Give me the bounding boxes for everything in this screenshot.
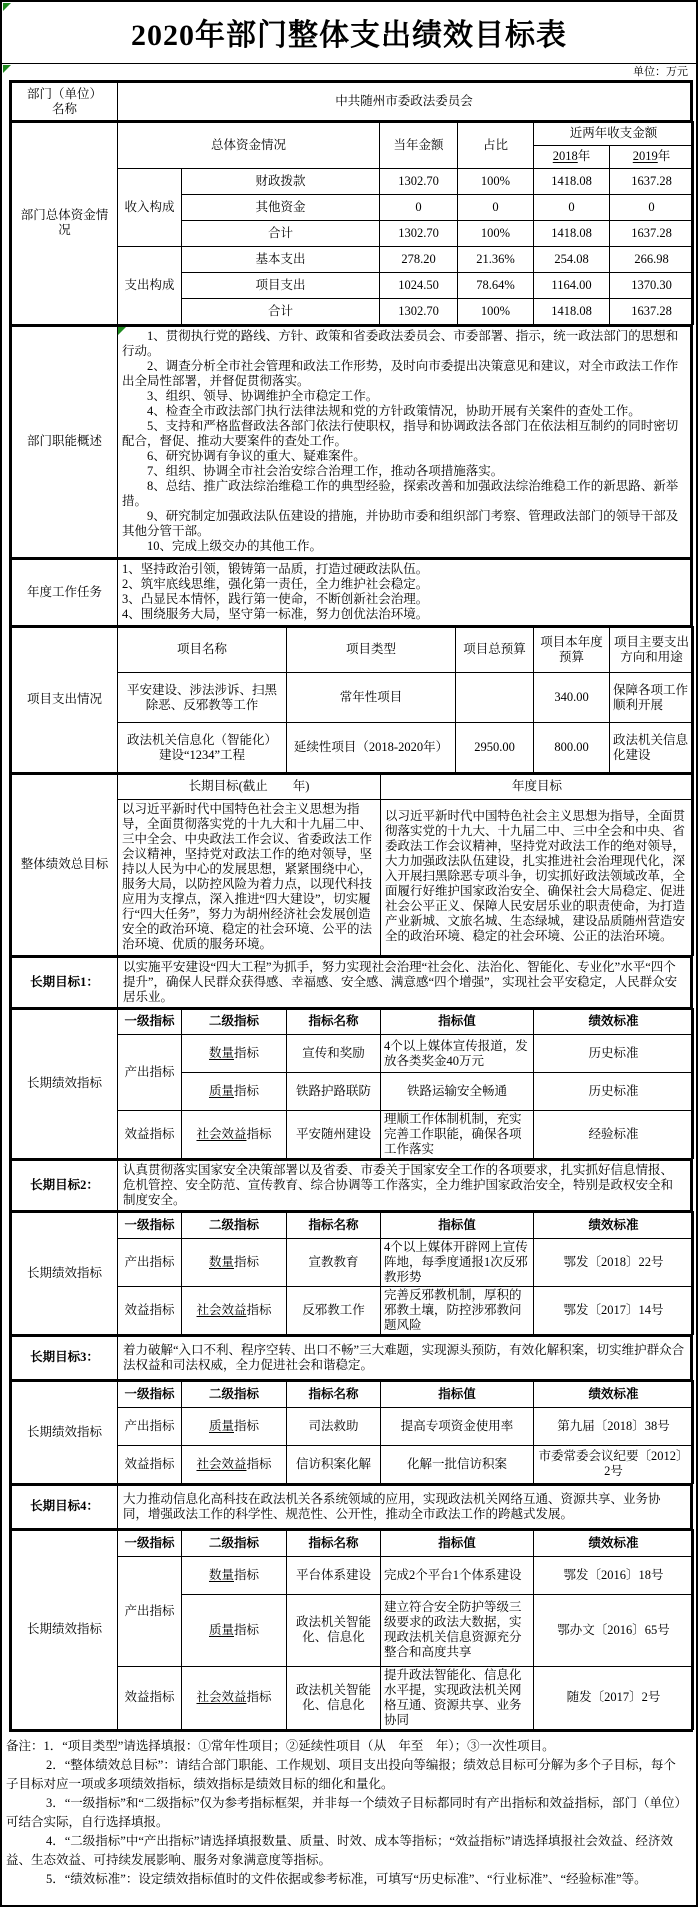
projects-table bbox=[11, 626, 694, 774]
fund-row-2018: 0 bbox=[534, 194, 610, 220]
fund-overview-table bbox=[11, 121, 694, 325]
indicator-col-l2: 二级指标 bbox=[182, 1381, 287, 1407]
department-label-line2: 名称 bbox=[51, 101, 77, 116]
task-item: 4、围绕服务大局，坚守第一标准，努力创优法治环境。 bbox=[122, 606, 429, 621]
indicator-name: 政法机关智能化、信息化 bbox=[287, 1594, 381, 1666]
indicator-l2 bbox=[182, 1666, 287, 1729]
project-col-purpose: 项目主要支出方向和用途 bbox=[610, 627, 694, 673]
function-item: 1、贯彻执行党的路线、方针、政策和省委政法委员会、市委部署、指示，统一政法部门的思想和行动。 bbox=[122, 328, 679, 358]
indicator-standard: 历史标准 bbox=[534, 1073, 694, 1111]
indicator-name: 平安随州建设 bbox=[287, 1111, 381, 1159]
indicator-standard: 历史标准 bbox=[534, 1035, 694, 1073]
indicator-l2 bbox=[182, 1594, 287, 1666]
indicator-name: 反邪教工作 bbox=[287, 1286, 381, 1334]
fund-col-overview: 总体资金情况 bbox=[118, 122, 380, 168]
overall-annual-text: 以习近平新时代中国特色社会主义思想为指导，全面贯彻落实党的十九大、十九届二中、三中全会和中央、省委政法工作会议精神，坚持党对政法工作的绝对领导，大力加强政法队伍建设，扎实推进社会治理现代化，深入开展扫黑除恶专项斗争，切实抓好政法领域改革，全面履行好维护国家政治安全、确保社会大局稳定、促进社会公平正义、保障人民安居乐业的职责使命，为打造产业新城、文旅名城、生态绿城，建设品质随州营造安全的政治环境、稳定的社会环境、公正的法治环境。 bbox=[381, 799, 694, 955]
tasks-label: 年度工作任务 bbox=[12, 559, 118, 626]
fund-row-2019: 1370.30 bbox=[610, 272, 694, 298]
indicator-standard: 鄂发〔2016〕18号 bbox=[534, 1556, 694, 1594]
indicator-col-value: 指标值 bbox=[381, 1009, 534, 1035]
fund-expense-group-label: 支出构成 bbox=[118, 246, 182, 324]
function-item: 10、完成上级交办的其他工作。 bbox=[147, 538, 323, 553]
fund-row-name: 项目支出 bbox=[182, 272, 380, 298]
indicator-l2-underlined: 质量 bbox=[208, 1418, 234, 1433]
fund-row-2018: 1418.08 bbox=[534, 168, 610, 194]
indicator-standard: 经验标准 bbox=[534, 1111, 694, 1159]
project-col-type: 项目类型 bbox=[287, 627, 456, 673]
fund-col-2019 bbox=[610, 145, 694, 168]
indicator-l2-rest: 指标 bbox=[246, 1456, 272, 1471]
indicator-col-value: 指标值 bbox=[381, 1381, 534, 1407]
fund-row-amount: 0 bbox=[380, 194, 458, 220]
indicator-l1: 产出指标 bbox=[118, 1238, 182, 1286]
indicator-col-standard: 绩效标准 bbox=[534, 1009, 694, 1035]
goal-4-row bbox=[11, 1484, 691, 1530]
indicator-col-l1: 一级指标 bbox=[118, 1009, 182, 1035]
task-item: 2、筑牢底线思维，强化第一责任，全力维护社会稳定。 bbox=[122, 576, 429, 591]
indicator-l2 bbox=[182, 1556, 287, 1594]
fund-row-2018: 1418.08 bbox=[534, 298, 610, 324]
year-2018-suffix: 年 bbox=[577, 149, 591, 163]
indicator-l1: 效益指标 bbox=[118, 1286, 182, 1334]
fund-col-ratio: 占比 bbox=[458, 122, 534, 168]
indicator-l2-rest: 指标 bbox=[234, 1567, 260, 1582]
project-total-budget bbox=[456, 673, 534, 723]
indicator-col-name: 指标名称 bbox=[287, 1530, 381, 1556]
indicator-standard: 鄂发〔2017〕14号 bbox=[534, 1286, 694, 1334]
note-item: 3．“一级指标”和“二级指标”仅为参考指标框架，并非每一个绩效子目标都同时有产出指标和效益指标，部门（单位）可结合实际，自行选择填报。 bbox=[6, 1795, 687, 1829]
indicator-col-standard: 绩效标准 bbox=[534, 1212, 694, 1238]
fund-row-2018: 1164.00 bbox=[534, 272, 610, 298]
indicator-value: 4个以上媒体开辟网上宣传阵地，每季度通报1次反邪教形势 bbox=[381, 1238, 534, 1286]
fund-col-amount: 当年金额 bbox=[380, 122, 458, 168]
year-2019-underlined: 2019 bbox=[632, 149, 658, 163]
project-col-total-budget: 项目总预算 bbox=[456, 627, 534, 673]
excel-error-flag-icon bbox=[3, 3, 11, 11]
indicator-standard: 鄂办文〔2016〕65号 bbox=[534, 1594, 694, 1666]
overall-long-term-text: 以习近平新时代中国特色社会主义思想为指导，全面贯彻落实党的十九大和十九届二中、三中全会、中央政法工作会议、省委政法工作会议精神，坚持党对政法工作的绝对领导，坚持以人民为中心的发展思想，紧紧围绕中心，服务大局，以防控风险为着力点，以现代科技应用为支撑点，深入推进“四大建设”，切实履行“四大任务”，努力为胡州经济社会发展创造安全的政治环境、稳定的社会环境、公平的法治环境、优质的服务环境。 bbox=[118, 799, 381, 955]
goal-2-label: 长期目标2： bbox=[12, 1160, 118, 1211]
indicator-value: 完善反邪教机制，厚积的邪教土壤，防控涉邪教问题风险 bbox=[381, 1286, 534, 1334]
indicator-col-value: 指标值 bbox=[381, 1530, 534, 1556]
indicator-l2 bbox=[182, 1286, 287, 1334]
department-label-line1: 部门（单位） bbox=[26, 86, 102, 101]
function-item: 2、调查分析全市社会管理和政法工作形势，及时向市委提出决策意见和建议，对全市政法工作作出全局性部署，并督促贯彻落实。 bbox=[122, 358, 679, 388]
indicator-col-name: 指标名称 bbox=[287, 1009, 381, 1035]
indicator-l2-underlined: 社会效益 bbox=[196, 1690, 247, 1704]
year-2019-suffix: 年 bbox=[657, 149, 671, 163]
fund-row-name: 基本支出 bbox=[182, 246, 380, 272]
indicator-col-l1: 一级指标 bbox=[118, 1212, 182, 1238]
note-item: 5．“绩效标准”：设定绩效指标值时的文件依据或参考标准，可填写“历史标准”、“行业标准”、“经验标准”等。 bbox=[46, 1871, 647, 1886]
indicator-col-name: 指标名称 bbox=[287, 1381, 381, 1407]
indicator-col-value: 指标值 bbox=[381, 1212, 534, 1238]
department-value-cell: 中共随州市委政法委员会 bbox=[118, 83, 691, 121]
indicator-col-standard: 绩效标准 bbox=[534, 1381, 694, 1407]
main-table-area bbox=[9, 80, 693, 1732]
indicator-l2 bbox=[182, 1073, 287, 1111]
indicator-l2-rest: 指标 bbox=[246, 1690, 272, 1704]
fund-row-2019: 266.98 bbox=[610, 246, 694, 272]
fund-row-ratio: 100% bbox=[458, 298, 534, 324]
fund-row-amount: 1302.70 bbox=[380, 168, 458, 194]
fund-row-amount: 278.20 bbox=[380, 246, 458, 272]
indicators-label: 长期绩效指标 bbox=[12, 1530, 118, 1729]
indicator-l2-underlined: 数量 bbox=[208, 1046, 234, 1060]
indicator-name: 宣传和奖励 bbox=[287, 1035, 381, 1073]
indicator-l2-rest: 指标 bbox=[234, 1084, 260, 1098]
project-purpose: 政法机关信息化建设 bbox=[610, 723, 694, 773]
functions-text-cell bbox=[118, 326, 691, 558]
goal-1-indicators-table bbox=[11, 1008, 694, 1160]
fund-row-ratio: 100% bbox=[458, 220, 534, 246]
indicator-standard: 随发〔2017〕2号 bbox=[534, 1666, 694, 1729]
indicator-col-l2: 二级指标 bbox=[182, 1009, 287, 1035]
indicator-name: 信访积案化解 bbox=[287, 1445, 381, 1483]
indicator-l2-rest: 指标 bbox=[246, 1127, 272, 1141]
fund-section-label: 部门总体资金情况 bbox=[12, 122, 118, 324]
fund-row-name: 财政拨款 bbox=[182, 168, 380, 194]
indicator-l1: 效益指标 bbox=[118, 1666, 182, 1729]
indicator-col-l1: 一级指标 bbox=[118, 1530, 182, 1556]
fund-row-ratio: 100% bbox=[458, 168, 534, 194]
indicator-l2-underlined: 数量 bbox=[208, 1567, 234, 1582]
indicator-value: 化解一批信访积案 bbox=[381, 1445, 534, 1483]
project-name: 平安建设、涉法涉诉、扫黑除恶、反邪教等工作 bbox=[118, 673, 287, 723]
note-item: 备注：1．“项目类型”请选择填报：①常年性项目；②延续性项目（从 年至 年）；③一次性项目。 bbox=[6, 1738, 555, 1753]
indicator-l2-underlined: 数量 bbox=[208, 1254, 234, 1269]
indicator-standard: 市委常委会议纪要〔2012〕2号 bbox=[534, 1445, 694, 1483]
projects-section-label: 项目支出情况 bbox=[12, 627, 118, 773]
fund-row-2019: 1637.28 bbox=[610, 298, 694, 324]
indicators-label: 长期绩效指标 bbox=[12, 1381, 118, 1483]
goal-4-indicators-table bbox=[11, 1529, 694, 1730]
goal-1-text: 以实施平安建设“四大工程”为抓手，努力实现社会治理“社会化、法治化、智能化、专业化”水平“四个提升”，确保人民群众获得感、幸福感、安全感、满意感“四个增强”，实现社会平安稳定，人民群众安居乐业。 bbox=[118, 957, 691, 1008]
project-col-year-budget: 项目本年度预算 bbox=[534, 627, 610, 673]
goal-1-row bbox=[11, 956, 691, 1008]
project-total-budget: 2950.00 bbox=[456, 723, 534, 773]
goal-3-text: 着力破解“入口不利、程序空转、出口不畅”三大难题，实现源头预防，有效化解积案，切实维护群众合法权益和司法权威，全力促进社会和谐稳定。 bbox=[118, 1336, 691, 1380]
fund-row-ratio: 21.36% bbox=[458, 246, 534, 272]
project-year-budget: 800.00 bbox=[534, 723, 610, 773]
indicator-name: 铁路护路联防 bbox=[287, 1073, 381, 1111]
goal-3-label: 长期目标3： bbox=[12, 1336, 118, 1380]
indicator-l2-rest: 指标 bbox=[234, 1622, 260, 1637]
indicator-col-l2: 二级指标 bbox=[182, 1530, 287, 1556]
indicators-label: 长期绩效指标 bbox=[12, 1212, 118, 1334]
function-item: 3、组织、领导、协调维护全市稳定工作。 bbox=[147, 388, 379, 403]
fund-row-2018: 254.08 bbox=[534, 246, 610, 272]
fund-row-amount: 1302.70 bbox=[380, 298, 458, 324]
function-item: 7、组织、协调全市社会治安综合治理工作，推动各项措施落实。 bbox=[147, 463, 504, 478]
notes-section bbox=[2, 1732, 696, 1905]
fund-row-2019: 1637.28 bbox=[610, 220, 694, 246]
project-year-budget: 340.00 bbox=[534, 673, 610, 723]
fund-row-ratio: 0 bbox=[458, 194, 534, 220]
fund-row-2018: 1418.08 bbox=[534, 220, 610, 246]
indicator-l2 bbox=[182, 1445, 287, 1483]
goal-4-text: 大力推动信息化高科技在政法机关各系统领域的应用，实现政法机关网络互通、资源共享、业务协同，增强政法工作的科学性、规范性、公开性，推动全市政法工作的跨越式发展。 bbox=[118, 1485, 691, 1529]
function-item: 8、总结、推广政法综治维稳工作的典型经验，探索改善和加强政法综治维稳工作的新思路、新举措。 bbox=[122, 478, 679, 508]
indicator-col-standard: 绩效标准 bbox=[534, 1530, 694, 1556]
fund-col-recent: 近两年收支金额 bbox=[534, 122, 694, 145]
indicator-name: 宣教教育 bbox=[287, 1238, 381, 1286]
indicator-l1: 产出指标 bbox=[118, 1407, 182, 1445]
indicator-value: 铁路运输安全畅通 bbox=[381, 1073, 534, 1111]
fund-row-amount: 1024.50 bbox=[380, 272, 458, 298]
function-item: 9、研究制定加强政法队伍建设的措施，并协助市委和组织部门考察、管理政法部门的领导干部及其他分管干部。 bbox=[122, 508, 679, 538]
overall-goal-label: 整体绩效总目标 bbox=[12, 774, 118, 955]
functions-label: 部门职能概述 bbox=[12, 326, 118, 558]
unit-note-row bbox=[2, 64, 696, 80]
goal-1-label: 长期目标1： bbox=[12, 957, 118, 1008]
unit-note: 单位：万元 bbox=[633, 66, 688, 78]
function-item: 4、检查全市政法部门执行法律法规和党的方针政策情况，协助开展有关案件的查处工作。 bbox=[147, 403, 641, 418]
indicator-value: 4个以上媒体宣传报道，发放各类奖金40万元 bbox=[381, 1035, 534, 1073]
goal-3-row bbox=[11, 1335, 691, 1381]
indicator-standard: 鄂发〔2018〕22号 bbox=[534, 1238, 694, 1286]
fund-row-ratio: 78.64% bbox=[458, 272, 534, 298]
indicator-l2 bbox=[182, 1407, 287, 1445]
goal-2-indicators-table bbox=[11, 1211, 694, 1335]
note-item: 2．“整体绩效总目标”：请结合部门职能、工作规划、项目支出投向等编报；绩效总目标可分解为多个子目标，每个子目标对应一项或多项绩效指标，绩效指标是绩效目标的细化和量化。 bbox=[6, 1757, 676, 1791]
indicator-l1: 产出指标 bbox=[118, 1556, 182, 1666]
indicator-name: 平台体系建设 bbox=[287, 1556, 381, 1594]
fund-row-amount: 1302.70 bbox=[380, 220, 458, 246]
project-purpose: 保障各项工作顺利开展 bbox=[610, 673, 694, 723]
indicator-col-name: 指标名称 bbox=[287, 1212, 381, 1238]
fund-row-name: 合计 bbox=[182, 298, 380, 324]
function-item: 6、研究协调有争议的重大、疑难案件。 bbox=[147, 448, 366, 463]
goal-2-row bbox=[11, 1159, 691, 1211]
excel-error-flag-icon bbox=[118, 327, 126, 335]
task-item: 1、坚持政治引领，锻铸第一品质，打造过硬政法队伍。 bbox=[122, 561, 429, 576]
fund-income-group-label: 收入构成 bbox=[118, 168, 182, 246]
indicator-name: 政法机关智能化、信息化 bbox=[287, 1666, 381, 1729]
indicator-l2-rest: 指标 bbox=[234, 1418, 260, 1433]
indicator-l2-underlined: 质量 bbox=[208, 1084, 234, 1098]
indicator-l2 bbox=[182, 1035, 287, 1073]
indicators-label: 长期绩效指标 bbox=[12, 1009, 118, 1159]
indicator-l2 bbox=[182, 1238, 287, 1286]
indicator-l2-underlined: 社会效益 bbox=[196, 1127, 247, 1141]
indicator-l1: 效益指标 bbox=[118, 1445, 182, 1483]
indicator-col-l2: 二级指标 bbox=[182, 1212, 287, 1238]
indicator-l2-underlined: 社会效益 bbox=[196, 1302, 247, 1317]
overall-annual-header: 年度目标 bbox=[381, 774, 694, 799]
department-label-cell bbox=[12, 83, 118, 121]
fund-row-2019: 1637.28 bbox=[610, 168, 694, 194]
goal-4-label: 长期目标4： bbox=[12, 1485, 118, 1529]
function-item: 5、支持和严格监督政法各部门依法行使职权，指导和协调政法各部门在依法相互制约的同时密切配合，督促、推动大要案件的查处工作。 bbox=[122, 418, 679, 448]
excel-error-flag-icon bbox=[3, 65, 11, 73]
indicator-standard: 第九届〔2018〕38号 bbox=[534, 1407, 694, 1445]
indicator-value: 完成2个平台1个体系建设 bbox=[381, 1556, 534, 1594]
indicator-l2-rest: 指标 bbox=[246, 1302, 272, 1317]
tasks-text-cell bbox=[118, 559, 691, 626]
indicator-l2-underlined: 社会效益 bbox=[196, 1456, 247, 1471]
indicator-value: 提高专项资金使用率 bbox=[381, 1407, 534, 1445]
annual-tasks-table bbox=[11, 558, 691, 626]
overall-goal-table bbox=[11, 773, 694, 956]
project-name: 政法机关信息化（智能化）建设“1234”工程 bbox=[118, 723, 287, 773]
note-item: 4．“二级指标”中“产出指标”请选择填报数量、质量、时效、成本等指标；“效益指标”请选择填报社会效益、经济效益、生态效益、可持续发展影响、服务对象满意度等指标。 bbox=[6, 1833, 674, 1867]
indicator-name: 司法救助 bbox=[287, 1407, 381, 1445]
project-type: 常年性项目 bbox=[287, 673, 456, 723]
indicator-l2-rest: 指标 bbox=[234, 1254, 260, 1269]
indicator-value: 提升政法智能化、信息化水平提，实现政法机关网格互通、资源共享、业务协同 bbox=[381, 1666, 534, 1729]
indicator-value: 建立符合安全防护等级三级要求的政法大数据，实现政法机关信息资源充分整合和高度共享 bbox=[381, 1594, 534, 1666]
indicator-col-l1: 一级指标 bbox=[118, 1381, 182, 1407]
indicator-l2-underlined: 质量 bbox=[208, 1622, 234, 1637]
indicator-l2 bbox=[182, 1111, 287, 1159]
department-table bbox=[11, 82, 691, 121]
indicator-l1: 产出指标 bbox=[118, 1035, 182, 1111]
task-item: 3、凸显民本情怀，践行第一使命，不断创新社会治理。 bbox=[122, 591, 429, 606]
overall-long-term-header: 长期目标(截止 年) bbox=[118, 774, 381, 799]
fund-row-name: 其他资金 bbox=[182, 194, 380, 220]
fund-col-2018 bbox=[534, 145, 610, 168]
indicator-value: 理顺工作体制机制，充实完善工作职能，确保各项工作落实 bbox=[381, 1111, 534, 1159]
functions-table bbox=[11, 325, 691, 558]
indicator-l1: 效益指标 bbox=[118, 1111, 182, 1159]
project-col-name: 项目名称 bbox=[118, 627, 287, 673]
project-type: 延续性项目（2018-2020年） bbox=[287, 723, 456, 773]
goal-2-text: 认真贯彻落实国家安全决策部署以及省委、市委关于国家安全工作的各项要求，扎实抓好信息情报、危机管控、安全防范、宣传教育、综合协调等工作落实，全力维护国家政治安全，特别是政权安全和制度安全。 bbox=[118, 1160, 691, 1211]
year-2018-underlined: 2018 bbox=[552, 149, 578, 163]
page-title: 2020年部门整体支出绩效目标表 bbox=[2, 2, 696, 64]
fund-row-2019: 0 bbox=[610, 194, 694, 220]
fund-row-name: 合计 bbox=[182, 220, 380, 246]
goal-3-indicators-table bbox=[11, 1380, 694, 1484]
indicator-l2-rest: 指标 bbox=[234, 1046, 260, 1060]
